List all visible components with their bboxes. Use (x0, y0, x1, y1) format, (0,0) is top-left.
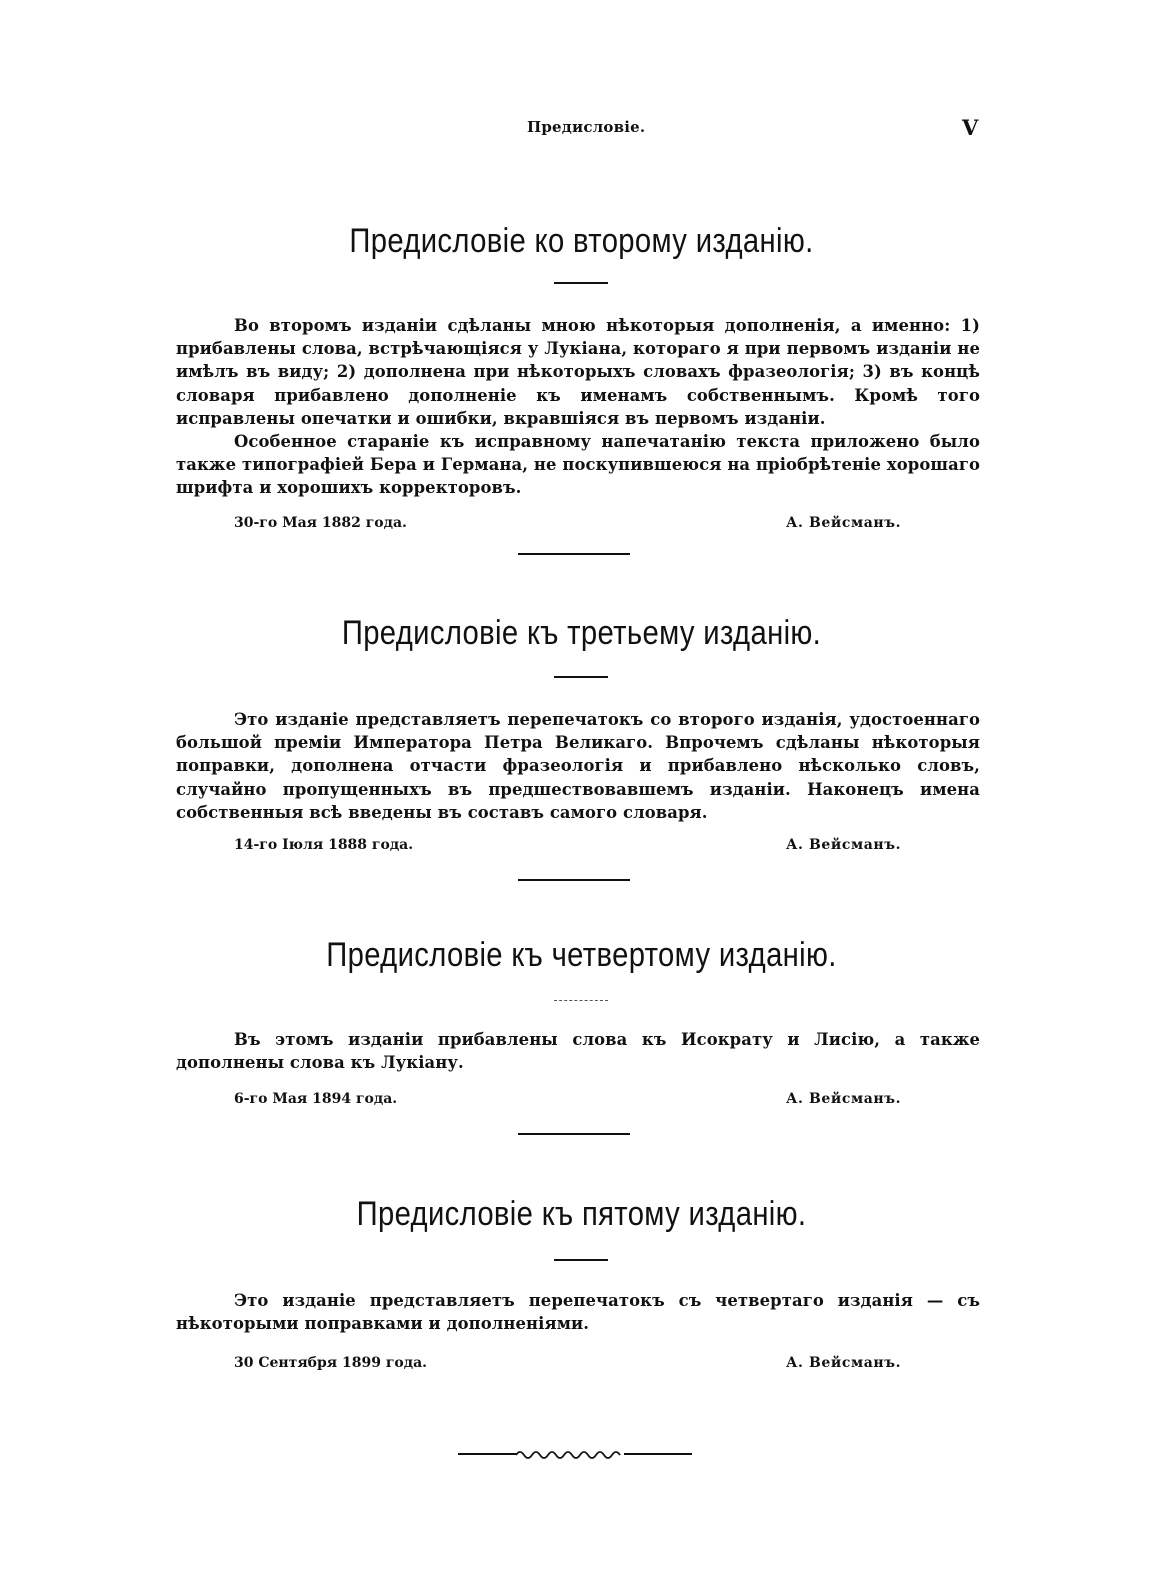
paragraph: Это изданіе представляетъ перепечатокъ съ четвертаго изданія — съ нѣкоторыми поправками и дополненіями. (176, 1291, 980, 1334)
signature: А. Вейсманъ. (786, 515, 902, 531)
signature: А. Вейсманъ. (786, 837, 902, 853)
section-body (176, 314, 980, 500)
section-divider (518, 1133, 630, 1135)
paragraph: Въ этомъ изданіи прибавлены слова къ Исократу и Лисію, а также дополнены слова къ Лукіану. (176, 1030, 980, 1073)
section-title: Предисловіе ко второму изданію. (349, 222, 814, 260)
date: 30-го Мая 1882 года. (234, 515, 407, 531)
wave-ornament-icon (516, 1447, 624, 1461)
title-divider (554, 676, 608, 678)
signature: А. Вейсманъ. (786, 1091, 902, 1107)
title-divider (554, 1000, 608, 1001)
signature: А. Вейсманъ. (786, 1355, 902, 1371)
running-title: Предисловіе. (527, 118, 646, 136)
section-title: Предисловіе къ третьему изданію. (341, 614, 822, 652)
running-head (0, 115, 1163, 142)
section-body (176, 1028, 980, 1074)
paragraph: Во второмъ изданіи сдѣланы мною нѣкоторыя дополненія, а именно: 1) прибавлены слова, встрѣчающіяся у Лукіана, котораго я при первомъ изданіи не имѣлъ въ виду; 2) дополнена при нѣкоторыхъ словахъ фразеологія; 3) въ концѣ словаря прибавлено дополненіе къ именамъ собственнымъ. Кромѣ того исправлены опечатки и ошибки, вкравшіяся въ первомъ изданіи. (176, 316, 980, 428)
ornament-line-right (624, 1453, 692, 1455)
title-divider (554, 282, 608, 284)
section-title: Предисловіе къ пятому изданію. (356, 1195, 807, 1233)
date: 14-го Іюля 1888 года. (234, 837, 414, 853)
paragraph: Это изданіе представляетъ перепечатокъ со второго изданія, удостоеннаго большой преміи Императора Петра Великаго. Впрочемъ сдѣланы нѣкоторыя поправки, дополнена отчасти фразеологія и прибавлено нѣсколько словъ, случайно пропущенныхъ въ предшествовавшемъ изданіи. Наконецъ имена собственныя всѣ введены въ составъ самого словаря. (176, 710, 980, 822)
signature-row (0, 1091, 1163, 1111)
tailpiece-ornament (458, 1447, 692, 1461)
paragraph: Особенное стараніе къ исправному напечатанію текста приложено было также типографіей Бера и Германа, не поскупившеюся на пріобрѣтеніе хорошаго шрифта и хорошихъ корректоровъ. (176, 432, 980, 498)
date: 6-го Мая 1894 года. (234, 1091, 398, 1107)
signature-row (0, 837, 1163, 857)
section-divider (518, 553, 630, 555)
section-title: Предисловіе къ четвертому изданію. (326, 936, 837, 974)
date: 30 Сентября 1899 года. (234, 1355, 428, 1371)
section-body (176, 708, 980, 824)
page-number: V (962, 115, 979, 140)
signature-row (0, 1355, 1163, 1375)
section-body (176, 1289, 980, 1335)
ornament-line-left (458, 1453, 516, 1455)
section-divider (518, 879, 630, 881)
signature-row (0, 515, 1163, 535)
title-divider (554, 1259, 608, 1261)
